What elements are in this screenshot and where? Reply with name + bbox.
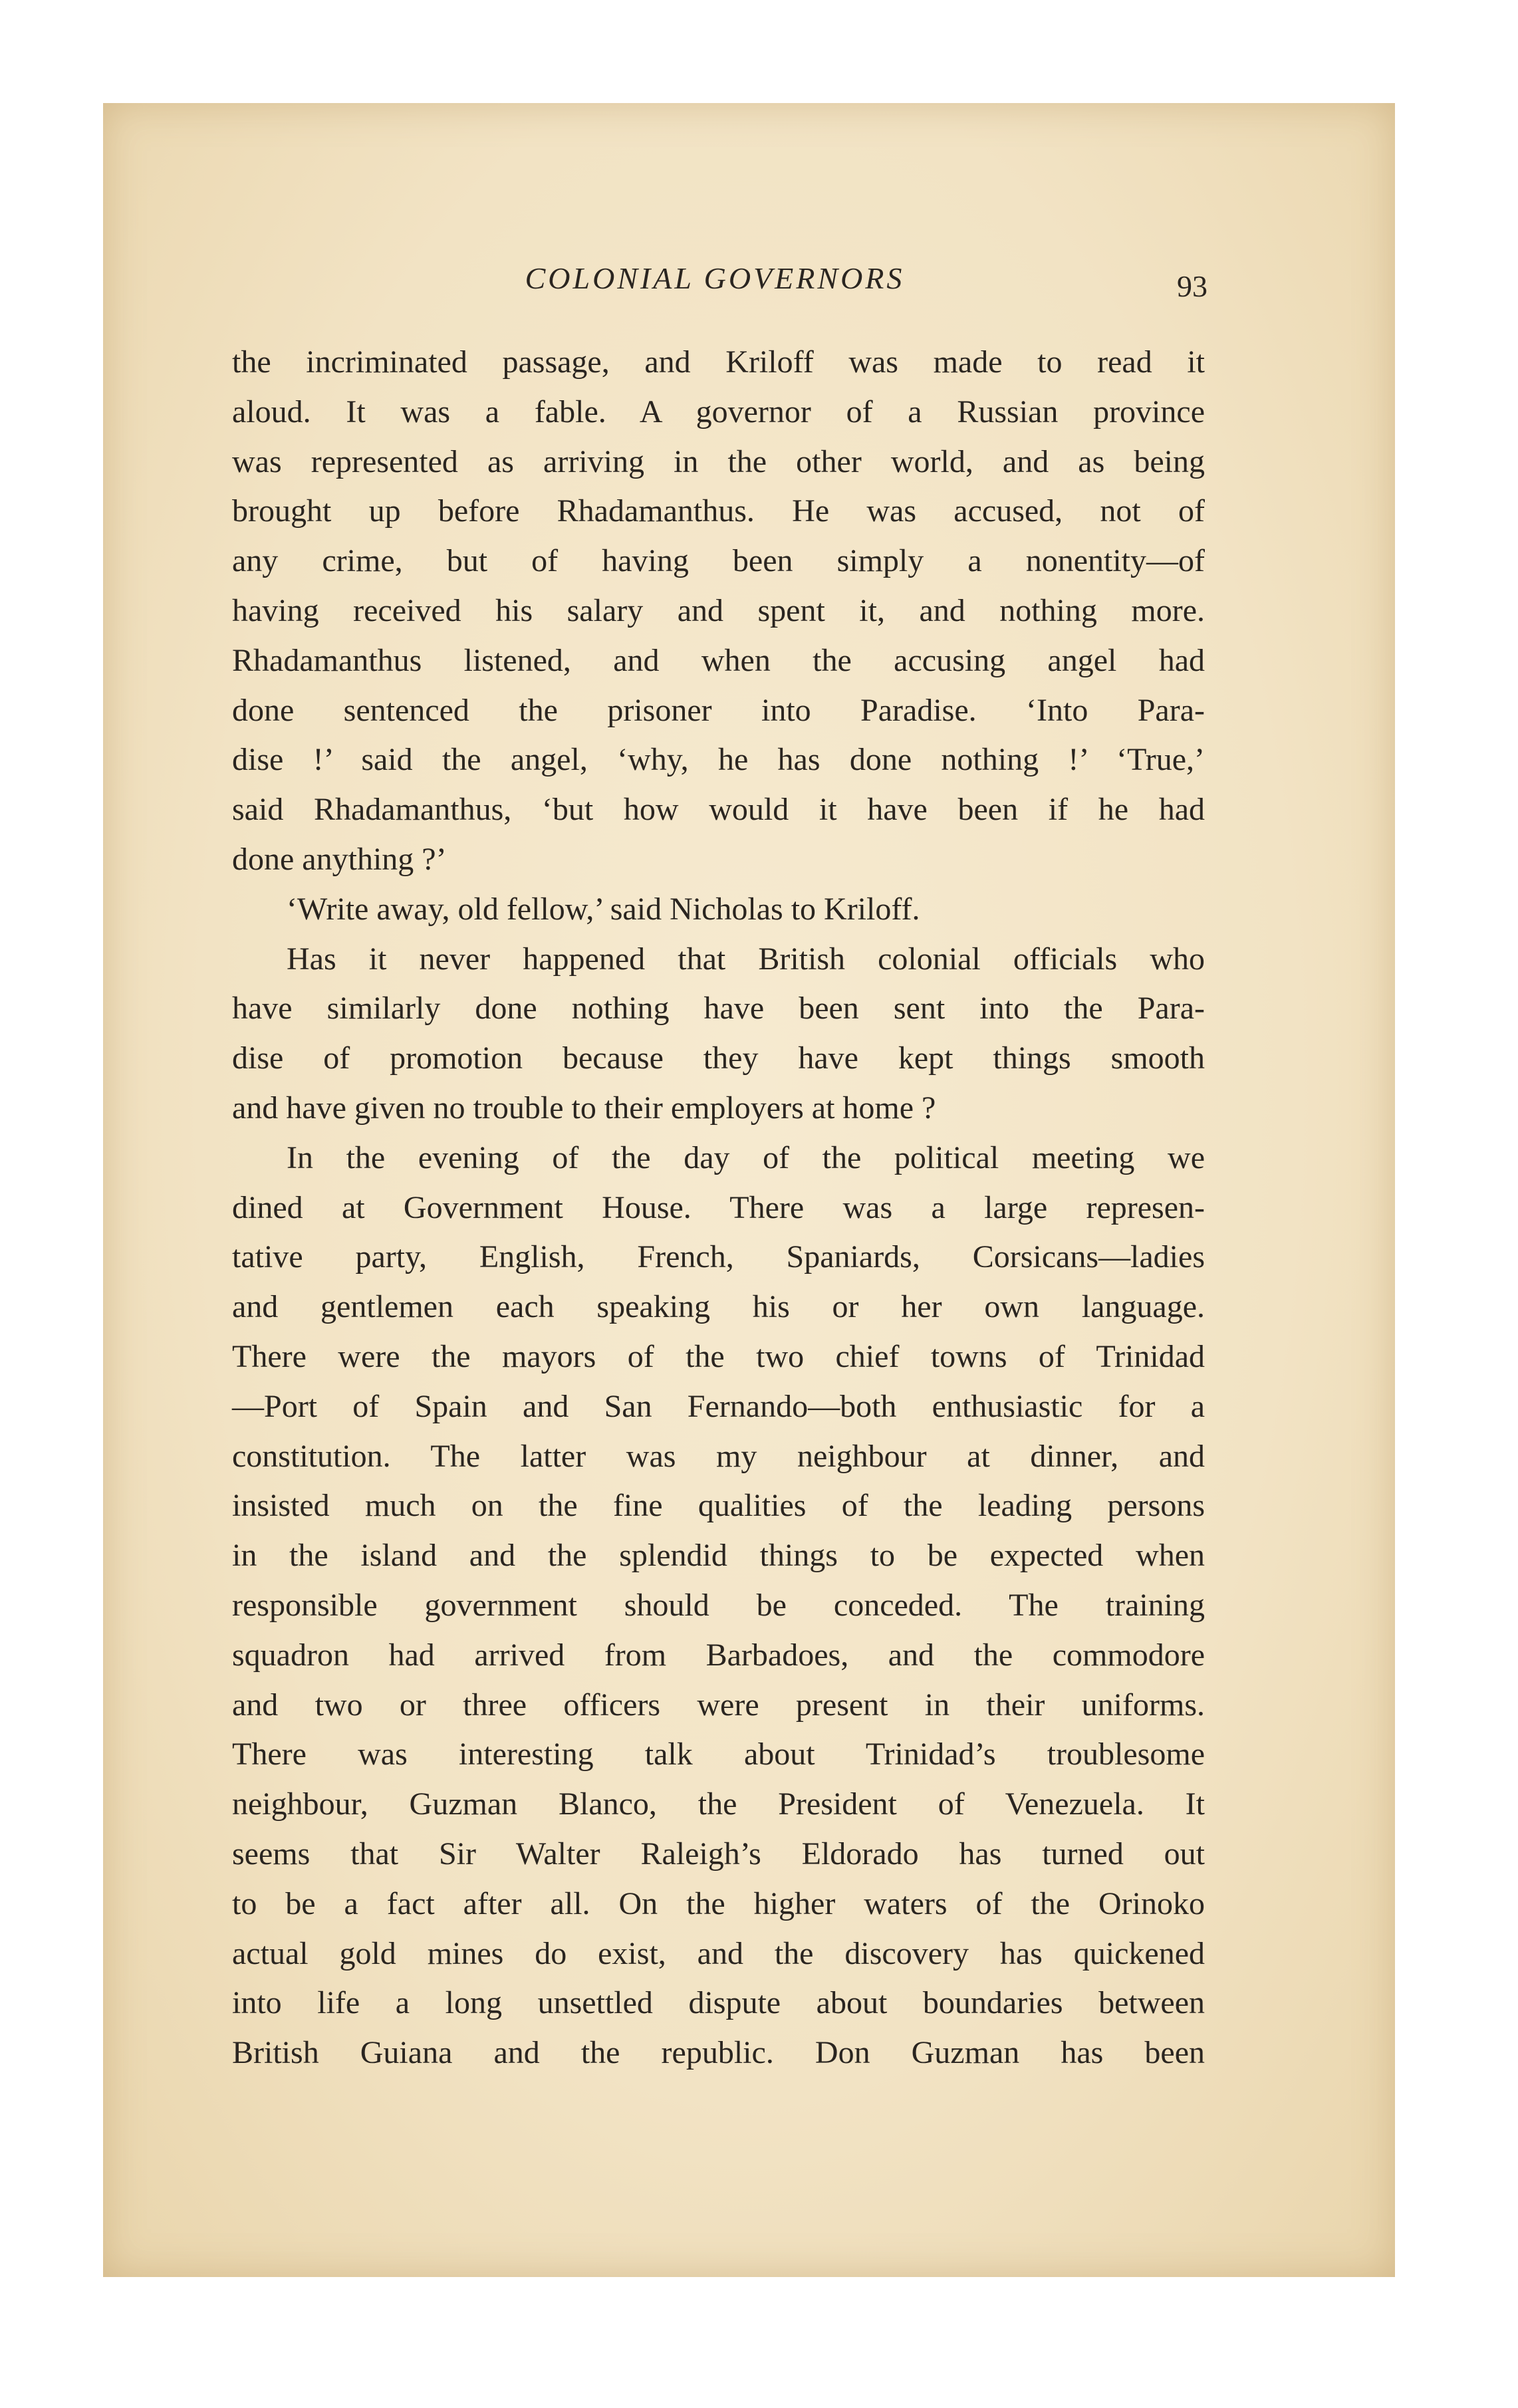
text-line: dined at Government House. There was a large represen- <box>232 1189 1205 1225</box>
text-line: any crime, but of having been simply a nonentity—of <box>232 543 1205 579</box>
text-line: seems that Sir Walter Raleigh’s Eldorado has turned out <box>232 1836 1205 1871</box>
text-line: Has it never happened that British colonial officials who <box>287 941 1205 977</box>
text-line: tative party, English, French, Spaniards, Corsicans—ladies <box>232 1239 1205 1275</box>
text-line: and two or three officers were present in their uniforms. <box>232 1687 1205 1723</box>
text-line: dise !’ said the angel, ‘why, he has done nothing !’ ‘True,’ <box>232 742 1205 778</box>
text-line: aloud. It was a fable. A governor of a Russian province <box>232 394 1205 429</box>
text-line: and have given no trouble to their employers at home ? <box>232 1090 936 1126</box>
text-line: have similarly done nothing have been sent into the Para- <box>232 991 1205 1026</box>
text-line: was represented as arriving in the other world, and as being <box>232 443 1205 479</box>
text-line: into life a long unsettled dispute about boundaries between <box>232 1985 1205 2021</box>
text-line: having received his salary and spent it, and nothing more. <box>232 592 1205 628</box>
running-head <box>0 261 1518 307</box>
text-line: Rhadamanthus listened, and when the accusing angel had <box>232 642 1205 678</box>
text-line: British Guiana and the republic. Don Guzman has been <box>232 2035 1205 2071</box>
text-line: There was interesting talk about Trinidad’s troublesome <box>232 1737 1205 1772</box>
text-line: dise of promotion because they have kept things smooth <box>232 1040 1205 1076</box>
text-line: actual gold mines do exist, and the discovery has quickened <box>232 1935 1205 1971</box>
text-line: and gentlemen each speaking his or her own language. <box>232 1289 1205 1325</box>
text-line: brought up before Rhadamanthus. He was accused, not of <box>232 493 1205 529</box>
text-line: in the island and the splendid things to be expected when <box>232 1538 1205 1574</box>
text-line: said Rhadamanthus, ‘but how would it have been if he had <box>232 792 1205 828</box>
text-line: responsible government should be conceded. The training <box>232 1587 1205 1623</box>
text-line: done anything ?’ <box>232 841 447 877</box>
text-line: There were the mayors of the two chief towns of Trinidad <box>232 1338 1205 1374</box>
text-line: neighbour, Guzman Blanco, the President of Venezuela. It <box>232 1786 1205 1822</box>
text-line: constitution. The latter was my neighbour at dinner, and <box>232 1438 1205 1474</box>
text-line: insisted much on the fine qualities of the leading persons <box>232 1488 1205 1524</box>
text-line: —Port of Spain and San Fernando—both enthusiastic for a <box>232 1388 1205 1424</box>
body-text <box>232 338 1205 2078</box>
chapter-title: COLONIAL GOVERNORS <box>525 261 905 295</box>
text-line: squadron had arrived from Barbadoes, and the commodore <box>232 1637 1205 1673</box>
text-line: to be a fact after all. On the higher waters of the Orinoko <box>232 1885 1205 1921</box>
text-line: In the evening of the day of the political meeting we <box>287 1140 1205 1175</box>
text-line: ‘Write away, old fellow,’ said Nicholas to Kriloff. <box>287 891 920 927</box>
text-line: done sentenced the prisoner into Paradise. ‘Into Para- <box>232 692 1205 728</box>
page-number: 93 <box>1177 269 1207 303</box>
text-line: the incriminated passage, and Kriloff was made to read it <box>232 344 1205 380</box>
